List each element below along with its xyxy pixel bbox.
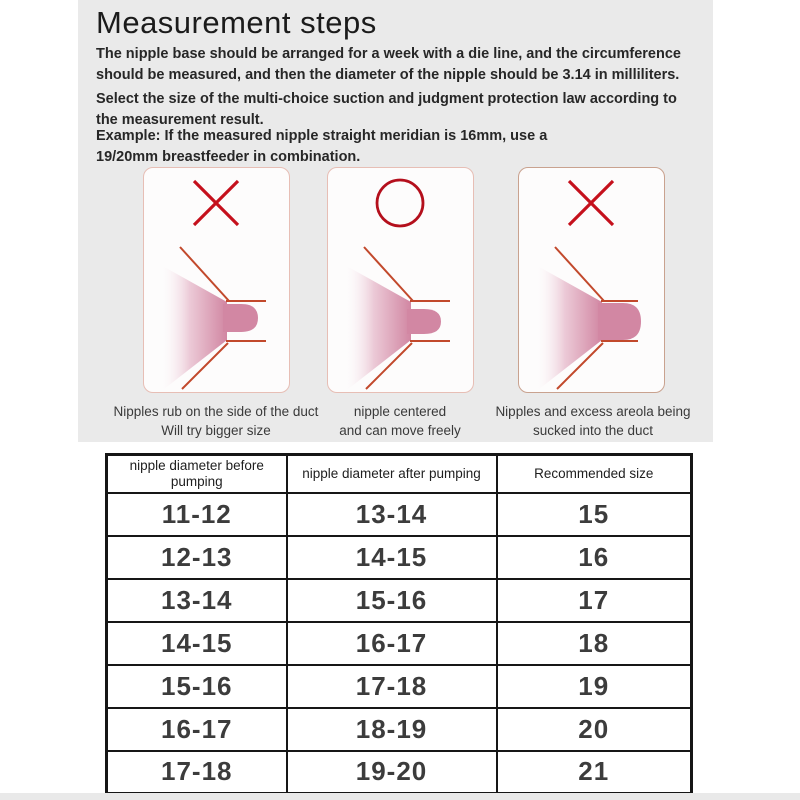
table-cell: 17-18 — [107, 751, 287, 794]
table-cell: 13-14 — [107, 579, 287, 622]
table-header-recommended-size: Recommended size — [497, 455, 692, 493]
table-cell: 16-17 — [107, 708, 287, 751]
funnel-graphic — [534, 247, 641, 391]
intro-line: the measurement result. — [96, 112, 264, 128]
page-title: Measurement steps — [96, 5, 377, 40]
x-mark-icon — [194, 181, 238, 225]
table-cell: 21 — [497, 751, 692, 794]
table-cell: 18 — [497, 622, 692, 665]
table-row — [107, 751, 692, 794]
intro-paragraph-select-size — [96, 89, 708, 131]
caption-line: Will try bigger size — [161, 423, 271, 438]
table-cell: 16-17 — [287, 622, 497, 665]
nipple-shape — [223, 304, 258, 332]
intro-line: 19/20mm breastfeeder in combination. — [96, 149, 361, 165]
table-header-after-pumping: nipple diameter after pumping — [287, 455, 497, 493]
fit-card-too-big — [518, 167, 665, 393]
intro-line: Select the size of the multi-choice suction and judgment protection law according to — [96, 91, 677, 107]
sizing-table — [105, 453, 693, 795]
table-cell: 13-14 — [287, 493, 497, 536]
table-cell: 17-18 — [287, 665, 497, 708]
nipple-shape — [407, 309, 441, 334]
nipple-shape — [598, 303, 641, 340]
caption-line: Nipples rub on the side of the duct — [113, 404, 319, 419]
intro-line: should be measured, and then the diameter of the nipple should be 3.14 in milliliters. — [96, 67, 680, 83]
table-header-before-pumping: nipple diameter before pumping — [107, 455, 287, 493]
card-caption-too-big — [461, 402, 725, 440]
flange-diagram-correct-icon — [328, 168, 472, 391]
table-cell: 19 — [497, 665, 692, 708]
circle-mark-icon — [377, 180, 423, 226]
table-row — [107, 493, 692, 536]
table-cell: 15 — [497, 493, 692, 536]
table-cell: 15-16 — [107, 665, 287, 708]
table-cell: 18-19 — [287, 708, 497, 751]
fit-card-correct — [327, 167, 474, 393]
intro-paragraph-example — [96, 126, 708, 168]
table-cell: 20 — [497, 708, 692, 751]
intro-paragraph-measure — [96, 44, 708, 86]
caption-line: and can move freely — [339, 423, 461, 438]
table-row — [107, 622, 692, 665]
table-cell: 12-13 — [107, 536, 287, 579]
funnel-graphic — [343, 247, 450, 391]
intro-line: The nipple base should be arranged for a week with a die line, and the circumference — [96, 46, 681, 62]
intro-line: Example: If the measured nipple straight meridian is 16mm, use a — [96, 128, 548, 144]
funnel-graphic — [159, 247, 266, 391]
table-cell: 17 — [497, 579, 692, 622]
table-header-row — [107, 455, 692, 493]
x-mark-icon — [569, 181, 613, 225]
table-row — [107, 579, 692, 622]
caption-line: nipple centered — [353, 404, 447, 419]
table-cell: 16 — [497, 536, 692, 579]
table-cell: 15-16 — [287, 579, 497, 622]
flange-diagram-too-small-icon — [144, 168, 288, 391]
caption-line: Nipples and excess areola being — [495, 404, 691, 419]
table-cell: 11-12 — [107, 493, 287, 536]
flange-diagram-too-big-icon — [519, 168, 663, 391]
bottom-gray-strip — [0, 793, 800, 800]
table-row — [107, 665, 692, 708]
fit-card-too-small — [143, 167, 290, 393]
table-cell: 19-20 — [287, 751, 497, 794]
table-row — [107, 536, 692, 579]
table-cell: 14-15 — [107, 622, 287, 665]
table-cell: 14-15 — [287, 536, 497, 579]
table-row — [107, 708, 692, 751]
caption-line: sucked into the duct — [532, 423, 654, 438]
